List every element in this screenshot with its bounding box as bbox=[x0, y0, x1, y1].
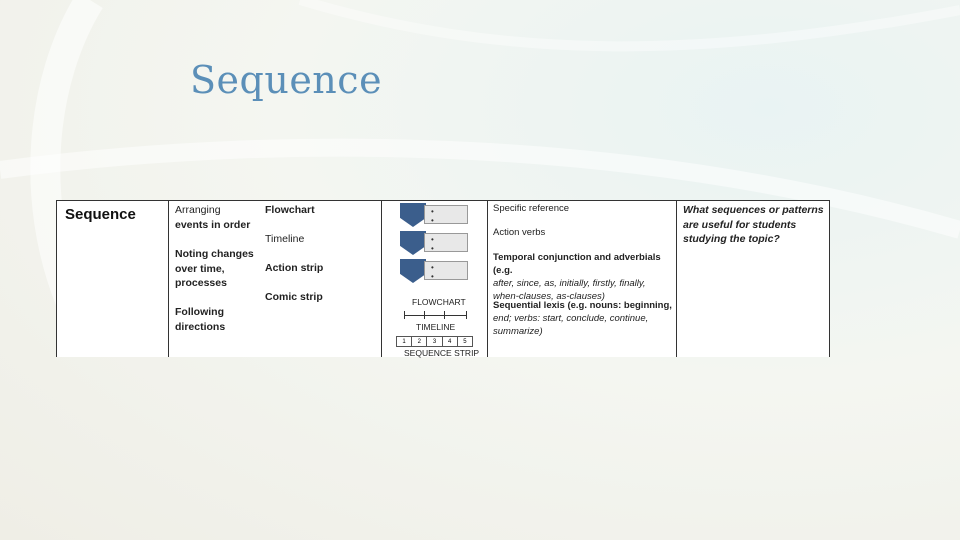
col-questions bbox=[677, 201, 829, 357]
timeline-tick bbox=[466, 311, 467, 319]
language-action-verbs: Action verbs bbox=[493, 227, 546, 238]
timeline-caption: TIMELINE bbox=[416, 322, 456, 332]
slide-title: Sequence bbox=[190, 58, 383, 102]
col-visuals bbox=[382, 201, 488, 357]
flowchart-chevron-3 bbox=[400, 259, 426, 283]
flowchart-box-2: • • bbox=[424, 233, 468, 252]
strip-cell: 3 bbox=[426, 336, 442, 347]
function-following-directions: Following directions bbox=[175, 306, 226, 333]
col-functions bbox=[169, 201, 257, 357]
timeline-tick bbox=[424, 311, 425, 319]
col-category bbox=[57, 201, 169, 357]
guiding-question: What sequences or patterns are useful for students studying the topic? bbox=[683, 204, 824, 245]
strip-cell: 4 bbox=[442, 336, 458, 347]
col-graphic-organizers bbox=[257, 201, 382, 357]
organizer-flowchart: Flowchart bbox=[265, 204, 315, 216]
flowchart-chevron-1 bbox=[400, 203, 426, 227]
sequence-strip bbox=[396, 336, 472, 347]
function-noting-changes: Noting changes over time, processes bbox=[175, 248, 254, 289]
timeline-tick bbox=[404, 311, 405, 319]
strip-cell: 5 bbox=[457, 336, 473, 347]
flowchart-box-1: • • bbox=[424, 205, 468, 224]
timeline-tick bbox=[444, 311, 445, 319]
sequence-table bbox=[56, 200, 830, 357]
language-sequential-lexis: Sequential lexis (e.g. nouns: beginning, end; verbs: start, conclude, continue, summarize) bbox=[493, 300, 672, 337]
flowchart-chevron-2 bbox=[400, 231, 426, 255]
flowchart-box-3: • • bbox=[424, 261, 468, 280]
language-specific-reference: Specific reference bbox=[493, 203, 570, 214]
function-arranging: Arranging events in order bbox=[175, 204, 251, 231]
strip-cell: 1 bbox=[396, 336, 412, 347]
col-language bbox=[488, 201, 677, 357]
organizer-comic-strip: Comic strip bbox=[265, 291, 323, 303]
organizer-action-strip: Action strip bbox=[265, 262, 324, 274]
strip-caption: SEQUENCE STRIP bbox=[404, 348, 480, 358]
organizer-timeline: Timeline bbox=[265, 233, 305, 245]
strip-cell: 2 bbox=[411, 336, 427, 347]
flowchart-caption: FLOWCHART bbox=[412, 297, 466, 307]
timeline-line bbox=[404, 315, 466, 316]
table-heading: Sequence bbox=[65, 206, 136, 223]
language-temporal: Temporal conjunction and adverbials (e.g. after, since, as, initially, firstly, finally, when-clauses, as-clauses) bbox=[493, 252, 661, 302]
